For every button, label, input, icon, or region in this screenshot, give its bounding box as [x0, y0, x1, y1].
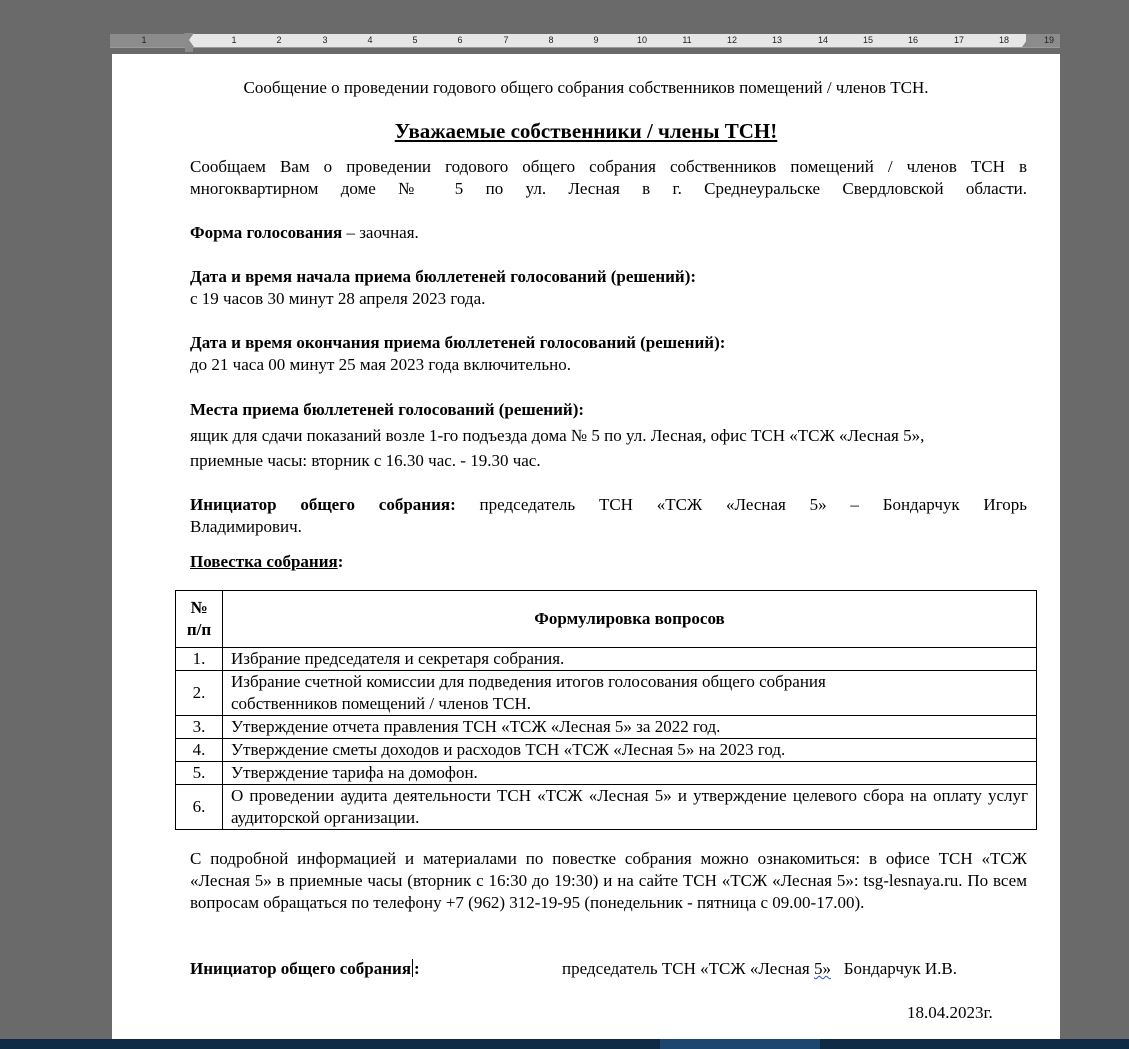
document-date: 18.04.2023г.	[907, 1003, 993, 1022]
column-header-number: № п/п	[176, 591, 223, 648]
ruler-number: 15	[862, 35, 874, 45]
ruler-number: 2	[276, 35, 282, 45]
ruler-number: 7	[503, 35, 509, 45]
header-line: Сообщение о проведении годового общего собрания собственников помещений / членов ТСН.	[243, 78, 929, 97]
document-title: Уважаемые собственники / члены ТСН!	[394, 119, 778, 143]
table-row	[176, 716, 1037, 739]
agenda-heading	[190, 551, 1027, 573]
row-number: 5.	[176, 762, 223, 785]
agenda-table	[175, 590, 1037, 830]
ruler-number: 6	[457, 35, 463, 45]
document-page[interactable]	[112, 54, 1060, 1039]
initiator-value: председатель ТСН «ТСЖ «Лесная 5» – Бондарчук Игорь	[455, 495, 1028, 514]
table-row	[176, 739, 1037, 762]
intro-text: Сообщаем Вам о проведении годового общего собрания собственников помещений / членов ТСН в многоквартирном доме № 5 по ул. Лесная в г. Среднеуральске Свердловской области.	[190, 157, 1027, 198]
row-text: Утверждение отчета правления ТСН «ТСЖ «Лесная 5» за 2022 год.	[223, 716, 1037, 739]
right-indent-marker[interactable]	[1022, 40, 1032, 47]
signature-label: Инициатор общего собрания	[190, 959, 412, 978]
horizontal-ruler[interactable]	[110, 34, 1060, 48]
vote-form-value: – заочная.	[342, 223, 419, 242]
table-header-row	[176, 591, 1037, 648]
start-value: с 19 часов 30 минут 28 апреля 2023 года.	[190, 289, 486, 308]
places-line-1: ящик для сдачи показаний возле 1-го подъезда дома № 5 по ул. Лесная, офис ТСН «ТСЖ «Лесная 5»,	[190, 426, 925, 445]
table-row	[176, 648, 1037, 671]
info-paragraph: С подробной информацией и материалами по повестке собрания можно ознакомиться: в офисе ТСН «ТСЖ «Лесная 5» в приемные часы (вторник с 16:30 до 19:30) и на сайте ТСН «ТСЖ «Лесная 5»: tsg-lesnaya.ru. По всем вопросам обращаться по телефону +7 (962) 312-19-95 (понедельник - пятница с 09.00-17.00).	[190, 849, 1027, 912]
row-number: 6.	[176, 785, 223, 830]
ruler-number: 19	[1043, 35, 1055, 45]
ruler-number: 5	[412, 35, 418, 45]
ruler-number: 1	[141, 35, 147, 45]
signature-value	[562, 958, 957, 980]
ruler-number: 3	[322, 35, 328, 45]
ruler-number: 13	[771, 35, 783, 45]
row-text: Утверждение сметы доходов и расходов ТСН «ТСЖ «Лесная 5» на 2023 год.	[223, 739, 1037, 762]
column-header-text: Формулировка вопросов	[223, 591, 1037, 648]
ruler-number: 11	[682, 35, 692, 45]
ruler-number: 18	[998, 35, 1010, 45]
signature-label-line	[190, 958, 420, 980]
initiator-line-2: Владимирович.	[190, 517, 302, 536]
initiator-line	[190, 494, 1027, 516]
row-number: 2.	[176, 671, 223, 716]
taskbar-active-item[interactable]	[660, 1039, 820, 1049]
agenda-colon: :	[337, 552, 344, 571]
ruler-left-margin	[110, 34, 189, 47]
ruler-number: 17	[953, 35, 965, 45]
ruler-number: 10	[636, 35, 648, 45]
start-label: Дата и время начала приема бюллетеней голосований (решений):	[190, 267, 697, 286]
taskbar[interactable]	[0, 1039, 1129, 1049]
table-row	[176, 785, 1037, 830]
row-number: 1.	[176, 648, 223, 671]
row-text: Утверждение тарифа на домофон.	[223, 762, 1037, 785]
ruler-number: 14	[817, 35, 829, 45]
places-line-2: приемные часы: вторник с 16.30 час. - 19.30 час.	[190, 451, 541, 470]
row-text: Избрание председателя и секретаря собрания.	[223, 648, 1037, 671]
row-text: Избрание счетной комиссии для подведения итогов голосования общего собрания собственников помещений / членов ТСН.	[223, 671, 1037, 716]
text-cursor	[412, 959, 413, 977]
ruler-number: 4	[367, 35, 373, 45]
first-line-indent-marker[interactable]	[184, 33, 194, 40]
vote-form-label: Форма голосования	[190, 223, 343, 242]
left-indent-marker[interactable]	[185, 46, 193, 52]
ruler-number: 1	[231, 35, 237, 45]
ruler-number: 12	[726, 35, 738, 45]
vote-form-line	[190, 222, 1027, 244]
signature-colon: :	[414, 959, 420, 978]
table-row	[176, 671, 1037, 716]
ruler-number: 8	[548, 35, 554, 45]
spellcheck-marked-text[interactable]: 5»	[813, 959, 831, 978]
initiator-label: Инициатор общего собрания:	[190, 495, 456, 514]
row-number: 4.	[176, 739, 223, 762]
signature-value-c: Бондарчук И.В.	[830, 959, 958, 978]
ruler-number: 9	[593, 35, 599, 45]
agenda-label: Повестка собрания	[190, 552, 338, 571]
signature-value-a: председатель ТСН «ТСЖ «Лесная	[562, 959, 814, 978]
end-value: до 21 часа 00 минут 25 мая 2023 года включительно.	[190, 355, 571, 374]
ruler-number: 16	[907, 35, 919, 45]
row-number: 3.	[176, 716, 223, 739]
row-text: О проведении аудита деятельности ТСН «ТСЖ «Лесная 5» и утверждение целевого сбора на оплату услуг аудиторской организации.	[223, 785, 1037, 830]
intro-paragraph	[190, 156, 1027, 200]
table-row	[176, 762, 1037, 785]
places-label: Места приема бюллетеней голосований (решений):	[190, 400, 585, 419]
end-label: Дата и время окончания приема бюллетеней голосований (решений):	[190, 333, 726, 352]
